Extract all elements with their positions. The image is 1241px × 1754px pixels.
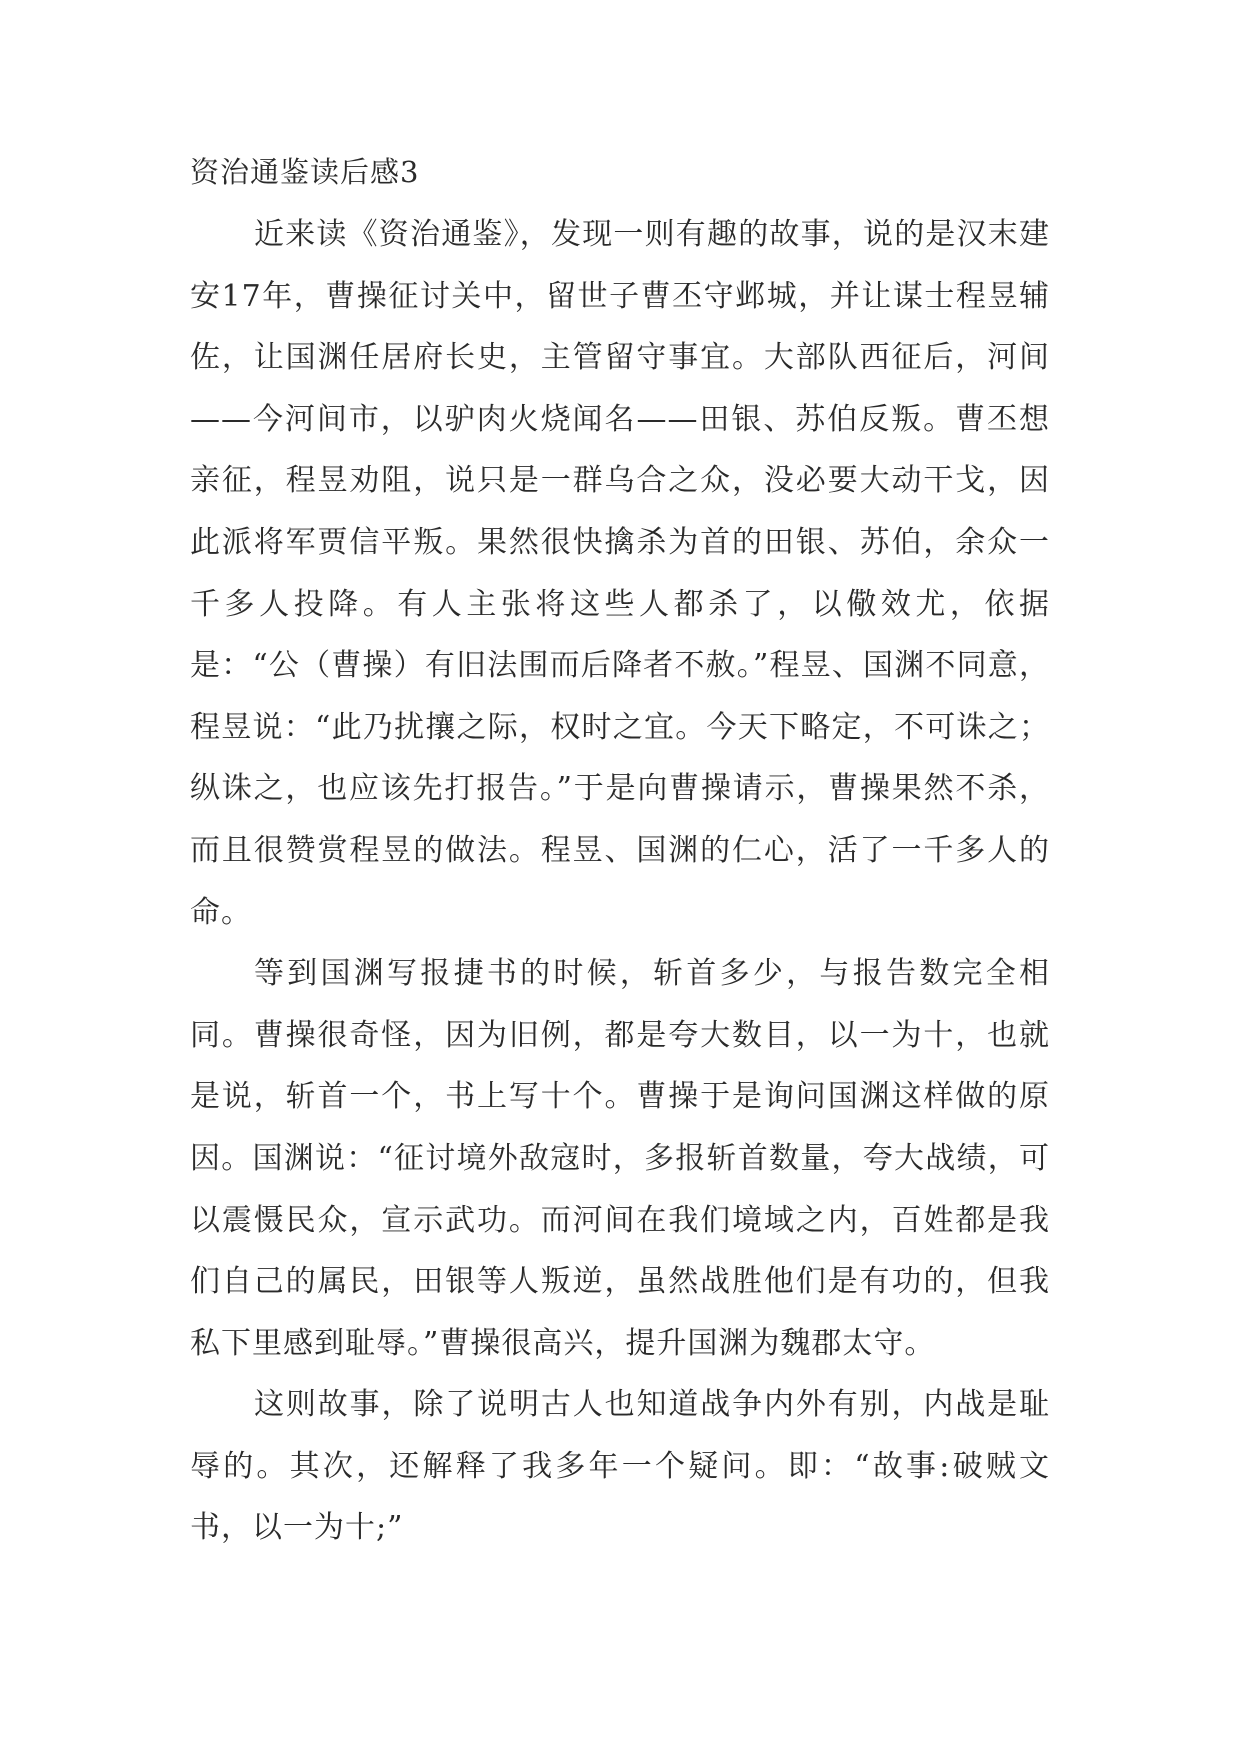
document-title: 资治通鉴读后感3 [190,155,420,189]
paragraph-3: 这则故事，除了说明古人也知道战争内外有别，内战是耻辱的。其次，还解释了我多年一个疑问。即：“故事:破贼文书，以一为十;” [190,1387,1050,1546]
paragraph-2: 等到国渊写报捷书的时候，斩首多少，与报告数完全相同。曹操很奇怪，因为旧例，都是夸大数目，以一为十，也就是说，斩首一个，书上写十个。曹操于是询问国渊这样做的原因。国渊说：“征讨境外敌寇时，多报斩首数量，夸大战绩，可以震慑民众，宣示武功。而河间在我们境域之内，百姓都是我们自己的属民，田银等人叛逆，虽然战胜他们是有功的，但我私下里感到耻辱。”曹操很高兴，提升国渊为魏郡太守。 [190,956,1050,1361]
paragraph-1: 近来读《资治通鉴》，发现一则有趣的故事，说的是汉末建安17年，曹操征讨关中，留世子曹丕守邺城，并让谋士程昱辅佐，让国渊任居府长史，主管留守事宜。大部队西征后，河间——今河间市，以驴肉火烧闻名——田银、苏伯反叛。曹丕想亲征，程昱劝阻，说只是一群乌合之众，没必要大动干戈，因此派将军贾信平叛。果然很快擒杀为首的田银、苏伯，余众一千多人投降。有人主张将这些人都杀了，以儆效尤，依据是：“公（曹操）有旧法围而后降者不赦。”程昱、国渊不同意，程昱说：“此乃扰攘之际，权时之宜。今天下略定，不可诛之；纵诛之，也应该先打报告。”于是向曹操请示，曹操果然不杀，而且很赞赏程昱的做法。程昱、国渊的仁心，活了一千多人的命。 [190,217,1050,930]
document-body [190,152,1050,1559]
